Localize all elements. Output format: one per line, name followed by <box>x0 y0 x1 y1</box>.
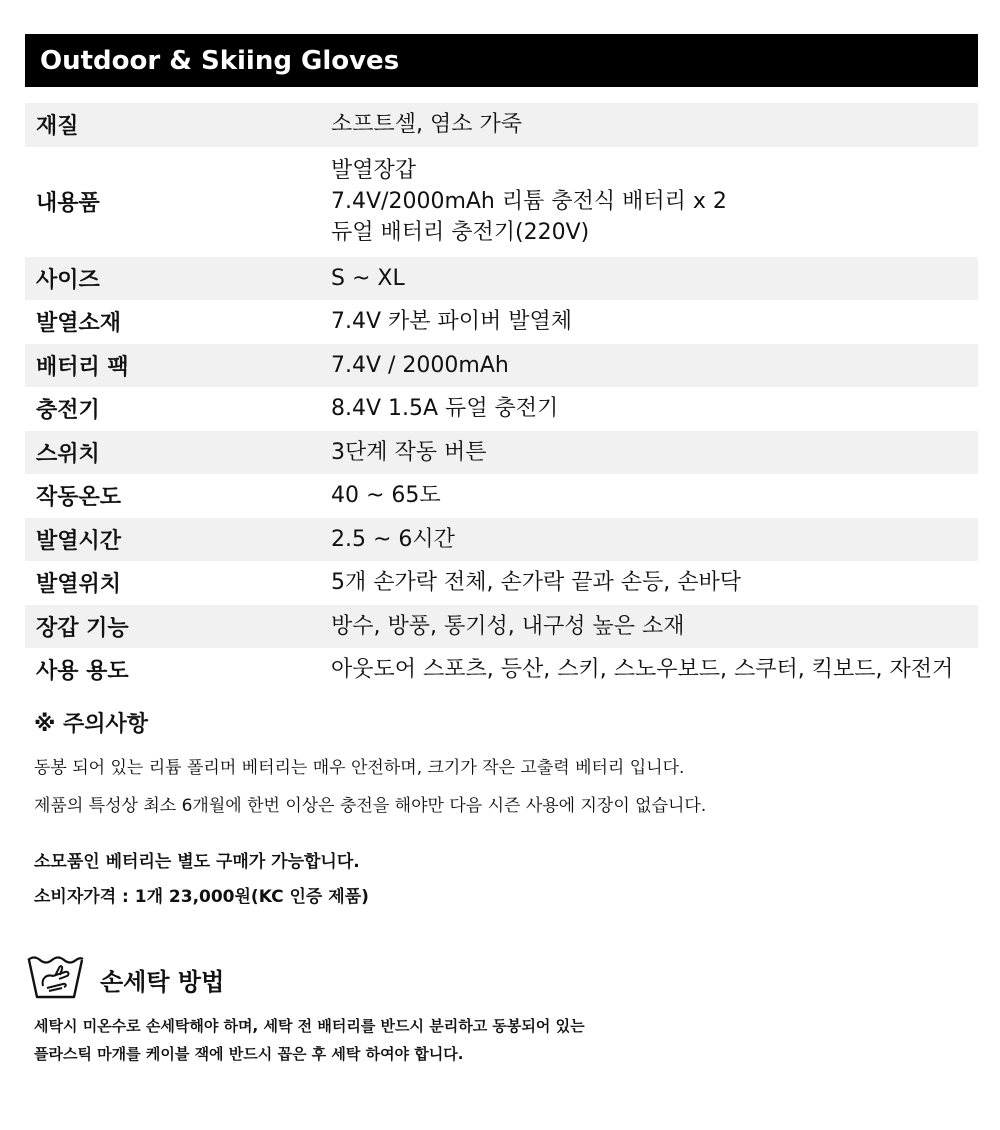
spec-row <box>25 431 978 475</box>
hand-wash-icon <box>25 950 85 1002</box>
spec-row <box>25 474 978 518</box>
spec-label: 배터리 팩 <box>36 354 129 380</box>
spec-row <box>25 648 978 692</box>
spec-value-line: 5개 손가락 전체, 손가락 끝과 손등, 손바닥 <box>331 570 741 596</box>
spec-value-line: 40 ~ 65도 <box>331 483 441 509</box>
spec-row <box>25 103 978 147</box>
wash-instruction-line: 플라스틱 마개를 케이블 잭에 반드시 꼽은 후 세탁 하여야 합니다. <box>34 1045 464 1063</box>
spec-value <box>331 524 455 555</box>
spec-row <box>25 147 978 257</box>
spec-label: 스위치 <box>36 441 100 467</box>
spec-label: 재질 <box>36 114 79 140</box>
spec-row <box>25 300 978 344</box>
spec-label: 사이즈 <box>36 267 100 293</box>
spec-label: 사용 용도 <box>36 659 129 685</box>
spec-label: 발열소재 <box>36 311 122 337</box>
spec-value <box>331 437 487 468</box>
page-title: Outdoor & Skiing Gloves <box>40 45 400 76</box>
spec-label: 장갑 기능 <box>36 615 129 641</box>
spec-row <box>25 605 978 649</box>
spec-label: 발열위치 <box>36 572 122 598</box>
spec-value-line: 7.4V / 2000mAh <box>331 352 509 378</box>
spec-value <box>331 654 953 685</box>
spec-value <box>331 109 522 140</box>
spec-value <box>331 393 558 424</box>
spec-value-line: 3단계 작동 버튼 <box>331 439 487 465</box>
wash-instruction-line: 세탁시 미온수로 손세탁해야 하며, 세탁 전 배터리를 반드시 분리하고 동봉되어 있는 <box>34 1017 585 1035</box>
spec-row <box>25 561 978 605</box>
spec-value-line: 듀얼 배터리 충전기(220V) <box>331 220 590 245</box>
notice-title: ※ 주의사항 <box>34 712 149 737</box>
spec-value <box>331 480 441 511</box>
spec-row <box>25 344 978 388</box>
spec-value <box>331 155 727 248</box>
spec-value <box>331 567 741 598</box>
spec-table <box>25 103 978 692</box>
spec-value <box>331 611 684 642</box>
spec-value <box>331 350 509 381</box>
wash-title: 손세탁 방법 <box>100 968 225 996</box>
notice-line: 동봉 되어 있는 리튬 폴리머 베터리는 매우 안전하며, 크기가 작은 고출력 베터리 입니다. <box>34 758 685 778</box>
notice-line: 소모품인 베터리는 별도 구매가 가능합니다. <box>34 852 360 872</box>
spec-label: 내용품 <box>36 191 100 216</box>
spec-value-line: 아웃도어 스포츠, 등산, 스키, 스노우보드, 스쿠터, 킥보드, 자전거 <box>331 657 954 683</box>
price-line: 소비자가격 : 1개 23,000원(KC 인증 제품) <box>34 887 369 907</box>
spec-value-line: 소프트셀, 염소 가죽 <box>331 112 522 138</box>
title-bar <box>25 34 978 87</box>
spec-label: 충전기 <box>36 398 100 424</box>
spec-label: 작동온도 <box>36 485 122 511</box>
spec-value-line: S ~ XL <box>331 265 405 291</box>
spec-value-line: 2.5 ~ 6시간 <box>331 526 455 552</box>
spec-value-line: 방수, 방풍, 통기성, 내구성 높은 소재 <box>331 613 685 639</box>
spec-row <box>25 387 978 431</box>
notice-line: 제품의 특성상 최소 6개월에 한번 이상은 충전을 해야만 다음 시즌 사용에 지장이 없습니다. <box>34 796 707 816</box>
spec-value <box>331 306 572 337</box>
spec-row <box>25 257 978 301</box>
spec-value-line: 발열장갑 <box>331 158 417 183</box>
spec-label: 발열시간 <box>36 528 122 554</box>
spec-value-line: 7.4V 카본 파이버 발열체 <box>331 309 573 335</box>
spec-value-line: 8.4V 1.5A 듀얼 충전기 <box>331 396 559 422</box>
spec-value <box>331 263 405 294</box>
spec-value-line: 7.4V/2000mAh 리튬 충전식 배터리 x 2 <box>331 189 727 214</box>
spec-row <box>25 518 978 562</box>
